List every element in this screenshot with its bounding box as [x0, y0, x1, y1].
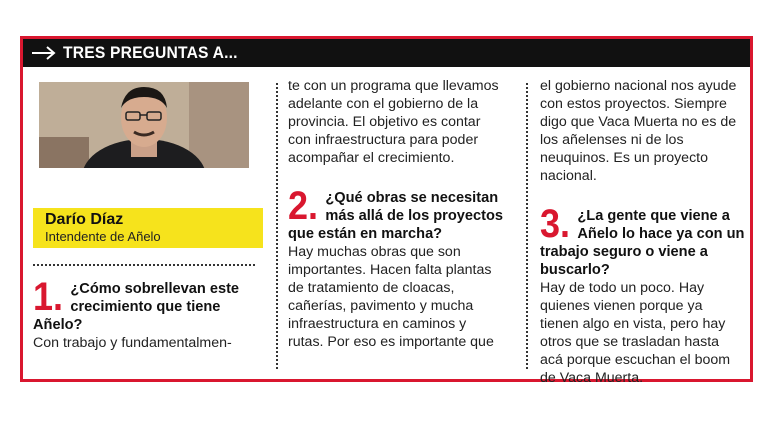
- question-number: 1.: [33, 275, 64, 319]
- question-text: ¿Qué obras se necesitan más allá de los proyectos que están en marcha?: [288, 190, 503, 242]
- article-box: [20, 36, 753, 386]
- question-1: [33, 275, 255, 352]
- column-3: [540, 77, 745, 387]
- column-divider: [276, 83, 278, 369]
- question-number: 2.: [288, 184, 319, 228]
- section-title: TRES PREGUNTAS A...: [63, 43, 238, 62]
- column-1: [33, 77, 255, 352]
- column-2: [288, 77, 504, 351]
- answer-text: Hay de todo un poco. Hay quienes vienen porque ya tienen algo en vista, pero hay otros que se trasladan hasta acá porque escuchan el boom de Vaca Muerta.: [540, 280, 731, 386]
- horizontal-divider: [33, 264, 255, 266]
- right-arrow-icon: [31, 45, 57, 61]
- profile-name: Darío Díaz: [45, 211, 124, 228]
- answer-text: Con trabajo y fundamentalmen-: [33, 335, 232, 351]
- question-text: ¿Cómo sobrellevan este crecimiento que tiene Añelo?: [33, 281, 240, 333]
- question-number: 3.: [540, 202, 571, 246]
- question-2: [288, 184, 504, 351]
- question-text: ¿La gente que viene a Añelo lo hace ya con un trabajo seguro o viene a buscarlo?: [540, 208, 745, 278]
- answer-continuation: el gobierno nacional nos ayude con estos proyectos. Siempre digo que Vaca Muerta no es de los añelenses ni de los neuquinos. Es un proyecto nacional.: [540, 78, 737, 184]
- portrait-photo: [39, 82, 249, 168]
- section-header: [23, 39, 750, 67]
- column-divider: [526, 83, 528, 369]
- answer-continuation: te con un programa que llevamos adelante con el gobierno de la provincia. El objetivo es contar con infraestructura para poder acompañar el crecimiento.: [288, 78, 499, 166]
- profile-namebox: [33, 208, 263, 248]
- question-3: [540, 202, 745, 387]
- answer-text: Hay muchas obras que son importantes. Hacen falta plantas de tratamiento de cloacas, cañerías, pavimento y mucha infraestructura en caminos y rutas. Por eso es importante que: [288, 244, 494, 350]
- profile-role: Intendente de Añelo: [45, 229, 161, 244]
